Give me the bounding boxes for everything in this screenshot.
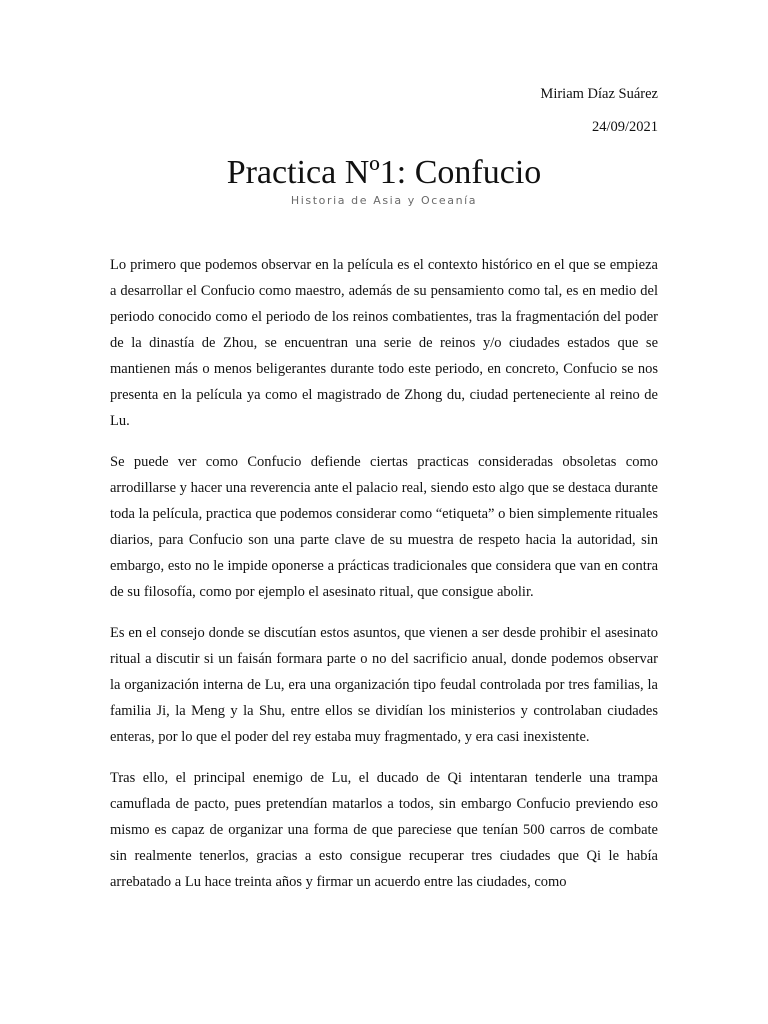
paragraph-2: Se puede ver como Confucio defiende ciertas practicas consideradas obsoletas como arrodillarse y hacer una reverencia ante el palacio real, siendo esto algo que se destaca durante toda la película, practica que podemos considerar como “etiqueta” o bien simplemente rituales diarios, para Confucio son una parte clave de su muestra de respeto hacia la autoridad, sin embargo, esto no le impide oponerse a prácticas tradicionales que considera que van en contra de su filosofía, como por ejemplo el asesinato ritual, que consigue abolir. <box>110 454 658 600</box>
document-date: 24/09/2021 <box>591 119 658 135</box>
author-name: Miriam Díaz Suárez <box>540 86 658 102</box>
document-body <box>110 252 658 910</box>
page-subtitle: Historia de Asia y Oceanía <box>290 194 478 207</box>
paragraph-3: Es en el consejo donde se discutían estos asuntos, que vienen a ser desde prohibir el asesinato ritual a discutir si un faisán formara parte o no del sacrificio anual, donde podemos observar la organización interna de Lu, era una organización tipo feudal controlada por tres familias, la familia Ji, la Meng y la Shu, entre ellos se dividían los ministerios y controlaban ciudades enteras, por lo que el poder del rey estaba muy fragmentado, y era casi inexistente. <box>110 625 658 745</box>
paragraph-1: Lo primero que podemos observar en la película es el contexto histórico en el que se empieza a desarrollar el Confucio como maestro, además de su pensamiento como tal, es en medio del periodo conocido como el periodo de los reinos combatientes, tras la fragmentación del poder de la dinastía de Zhou, se encuentran una serie de reinos y/o ciudades estados que se mantienen más o menos beligerantes durante todo este periodo, en concreto, Confucio se nos presenta en la película ya como el magistrado de Zhong du, ciudad perteneciente al reino de Lu. <box>110 257 658 429</box>
page-title: Practica Nº1: Confucio <box>226 154 542 191</box>
paragraph-4: Tras ello, el principal enemigo de Lu, el ducado de Qi intentaran tenderle una trampa camuflada de pacto, pues pretendían matarlos a todos, sin embargo Confucio previendo eso mismo es capaz de organizar una forma de que pareciese que tenían 500 carros de combate sin realmente tenerlos, gracias a esto consigue recuperar tres ciudades que Qi le había arrebatado a Lu hace treinta años y firmar un acuerdo entre las ciudades, como <box>110 770 658 890</box>
